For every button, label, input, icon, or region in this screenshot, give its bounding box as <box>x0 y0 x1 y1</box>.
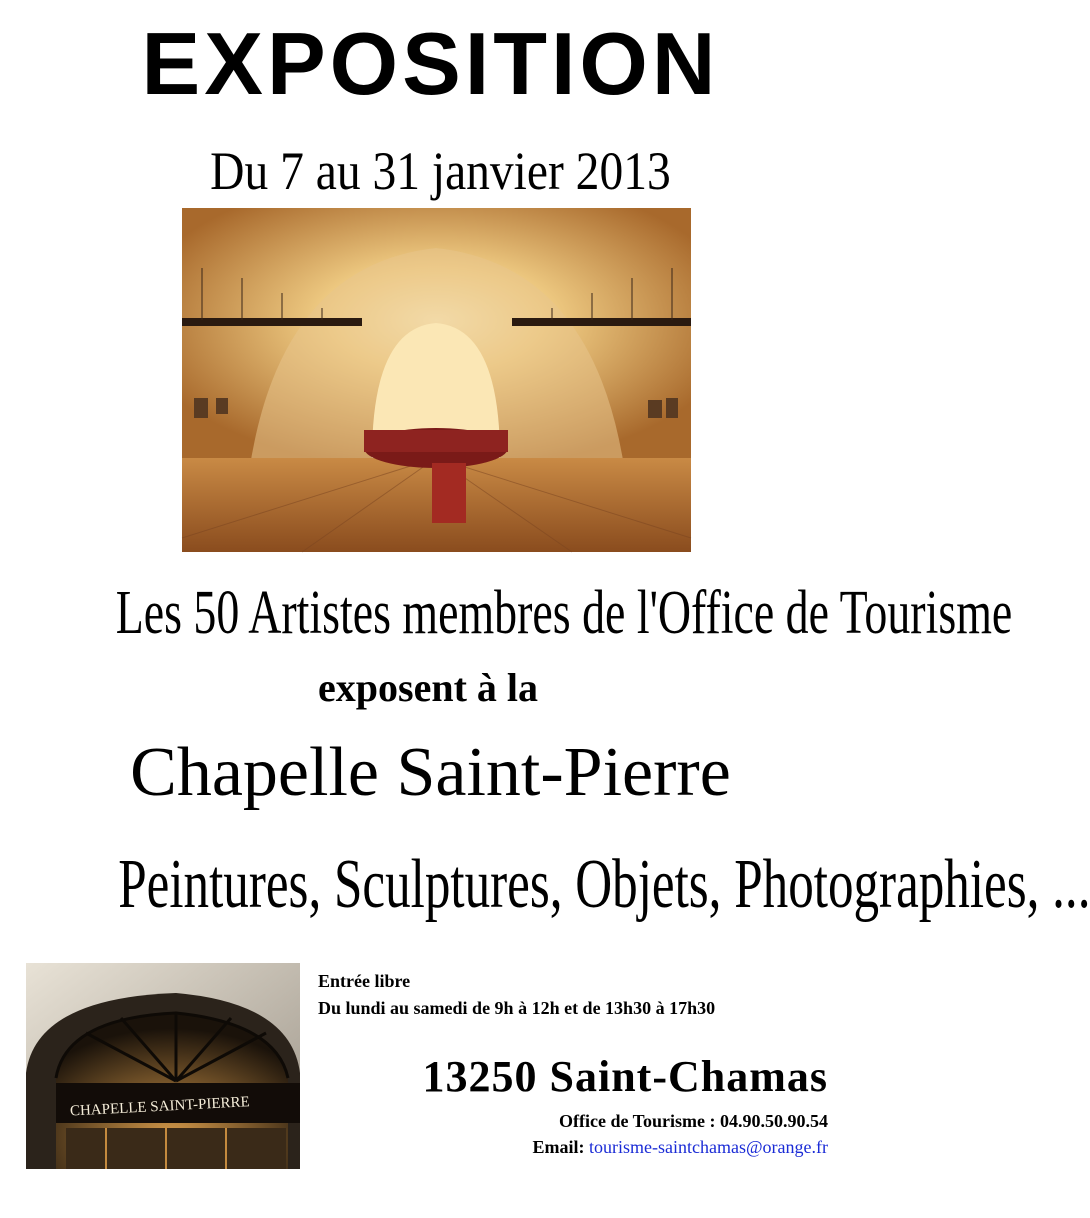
exposent-text: exposent à la <box>318 665 538 710</box>
facade-sign-text: CHAPELLE SAINT-PIERRE <box>69 1094 251 1120</box>
city-address: 13250 Saint-Chamas <box>422 1052 828 1101</box>
email-line <box>533 1136 829 1158</box>
hall-photo <box>182 208 691 552</box>
poster-title: EXPOSITION <box>141 14 720 113</box>
facade-photo <box>26 963 300 1169</box>
office-phone: Office de Tourisme : 04.90.50.90.54 <box>559 1111 828 1131</box>
opening-hours: Du lundi au samedi de 9h à 12h et de 13h30 à 17h30 <box>318 998 716 1018</box>
email-label: Email: <box>532 1137 585 1157</box>
exhibition-dates: Du 7 au 31 janvier 2013 <box>210 141 671 201</box>
works-list: Peintures, Sculptures, Objets, Photographies, ... <box>118 846 1090 923</box>
email-link[interactable]: tourisme-saintchamas@orange.fr <box>589 1137 828 1157</box>
venue-name: Chapelle Saint-Pierre <box>130 734 731 811</box>
entry-info: Entrée libre <box>318 971 411 991</box>
artists-heading: Les 50 Artistes membres de l'Office de Tourisme <box>115 579 1013 647</box>
